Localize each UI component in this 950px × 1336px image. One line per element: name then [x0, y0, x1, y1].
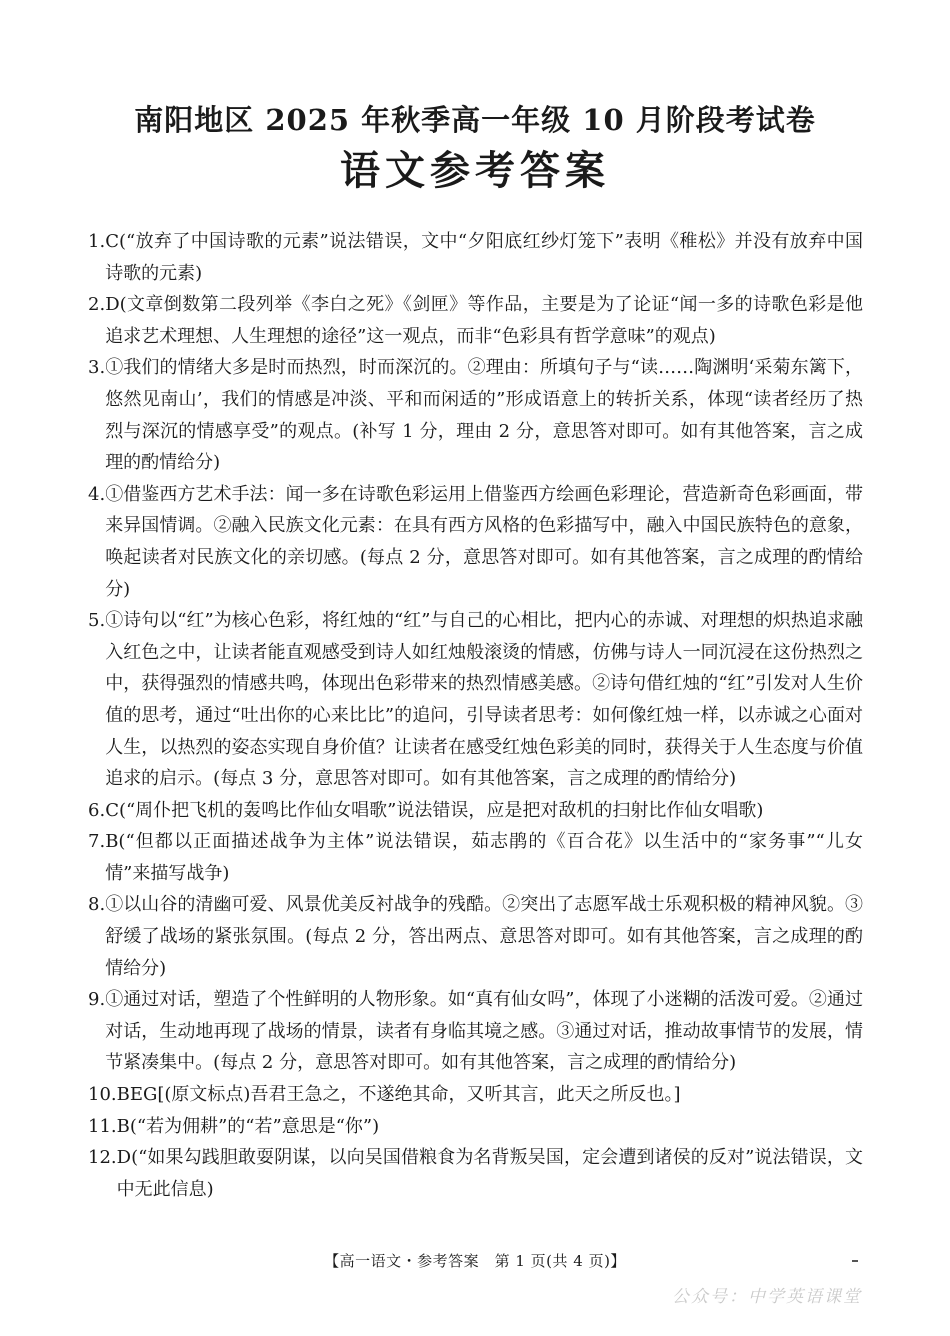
watermark-text: 公众号：中学英语课堂 — [672, 1287, 862, 1307]
answer-key-heading: 语文参考答案 — [340, 147, 610, 194]
answer-number: 5. — [88, 610, 106, 632]
answer-item-3 — [88, 352, 863, 478]
answer-number: 8. — [88, 894, 106, 916]
answer-number: 10. — [88, 1084, 117, 1106]
answer-number: 11. — [88, 1115, 117, 1137]
answer-item-12 — [88, 1142, 863, 1205]
answer-text: BEG[(原文标点)吾君王急之，不遂绝其命，又听其言，此天之所反也。] — [116, 1084, 681, 1106]
answer-item-11 — [88, 1111, 863, 1143]
answer-number: 7. — [88, 831, 106, 853]
answer-text: B(“但都以正面描述战争为主体”说法错误，茹志鹃的《百合花》以生活中的“家务事”“儿女情”来描写战争) — [105, 831, 863, 884]
answer-list — [88, 226, 863, 1205]
answer-item-8 — [88, 889, 863, 984]
answer-text: ①以山谷的清幽可爱、风景优美反衬战争的残酷。②突出了志愿军战士乐观积极的精神风貌。③舒缓了战场的紧张氛围。(每点 2 分，答出两点、意思答对即可。如有其他答案，言之成理的酌情给分) — [105, 894, 863, 979]
answer-text: B(“若为佣耕”的“若”意思是“你”) — [116, 1115, 380, 1137]
answer-number: 12. — [88, 1147, 117, 1169]
answer-text: D(“如果勾践胆敢耍阴谋，以向吴国借粮食为名背叛吴国，定会遭到诸侯的反对”说法错误，文中无此信息) — [116, 1147, 863, 1200]
answer-item-2 — [88, 289, 863, 352]
answer-item-7 — [88, 826, 863, 889]
exam-title: 南阳地区 2025 年秋季高一年级 10 月阶段考试卷 — [134, 103, 816, 137]
answer-text: ①借鉴西方艺术手法：闻一多在诗歌色彩运用上借鉴西方绘画色彩理论，营造新奇色彩画面，带来异国情调。②融入民族文化元素：在具有西方风格的色彩描写中，融入中国民族特色的意象，唤起读者对民族文化的亲切感。(每点 2 分，意思答对即可。如有其他答案，言之成理的酌情给分) — [105, 483, 863, 600]
answer-number: 3. — [88, 357, 106, 379]
answer-text: C(“周仆把飞机的轰鸣比作仙女唱歌”说法错误，应是把对敌机的扫射比作仙女唱歌) — [105, 799, 764, 821]
answer-number: 1. — [88, 231, 106, 252]
answer-text: ①通过对话，塑造了个性鲜明的人物形象。如“真有仙女吗”，体现了小迷糊的活泼可爱。②通过对话，生动地再现了战场的情景，读者有身临其境之感。③通过对话，推动故事情节的发展，情节紧凑集中。(每点 2 分，意思答对即可。如有其他答案，言之成理的酌情给分) — [105, 989, 863, 1074]
answer-text: ①诗句以“红”为核心色彩，将红烛的“红”与自己的心相比，把内心的赤诚、对理想的炽热追求融入红色之中，让读者能直观感受到诗人如红烛般滚烫的情感，仿佛与诗人一同沉浸在这份热烈之中，获得强烈的情感共鸣，体现出色彩带来的热烈情感美感。②诗句借红烛的“红”引发对人生价值的思考，通过“吐出你的心来比比”的追问，引导读者思考：如何像红烛一样，以赤诚之心面对人生，以热烈的姿态实现自身价值？让读者在感受红烛色彩美的同时，获得关于人生态度与价值追求的启示。(每点 3 分，意思答对即可。如有其他答案，言之成理的酌情给分) — [105, 610, 863, 790]
answer-item-5 — [88, 605, 863, 795]
answer-text: C(“放弃了中国诗歌的元素”说法错误，文中“夕阳底红纱灯笼下”表明《稚松》并没有放弃中国诗歌的元素) — [105, 231, 863, 284]
answer-item-6 — [88, 795, 863, 827]
answer-number: 4. — [88, 483, 106, 505]
answer-text: D(文章倒数第二段列举《李白之死》《剑匣》等作品，主要是为了论证“闻一多的诗歌色彩是他追求艺术理想、人生理想的途径”这一观点，而非“色彩具有哲学意味”的观点) — [105, 294, 863, 347]
answer-number: 6. — [88, 799, 106, 821]
answer-number: 9. — [88, 989, 106, 1011]
corner-mark — [852, 1260, 858, 1262]
answer-number: 2. — [88, 294, 106, 316]
answer-item-9 — [88, 984, 863, 1079]
answer-item-10 — [88, 1079, 863, 1111]
answer-item-1 — [88, 226, 863, 289]
answer-text: ①我们的情绪大多是时而热烈，时而深沉的。②理由：所填句子与“读……陶渊明‘采菊东篱下，悠然见南山’，我们的情感是冲淡、平和而闲适的”形成语意上的转折关系，体现“读者经历了热烈与深沉的情感享受”的观点。(补写 1 分，理由 2 分，意思答对即可。如有其他答案，言之成理的酌情给分) — [105, 357, 863, 474]
page-footer: 【高一语文・参考答案 第 1 页(共 4 页)】 — [324, 1252, 626, 1270]
answer-item-4 — [88, 479, 863, 605]
